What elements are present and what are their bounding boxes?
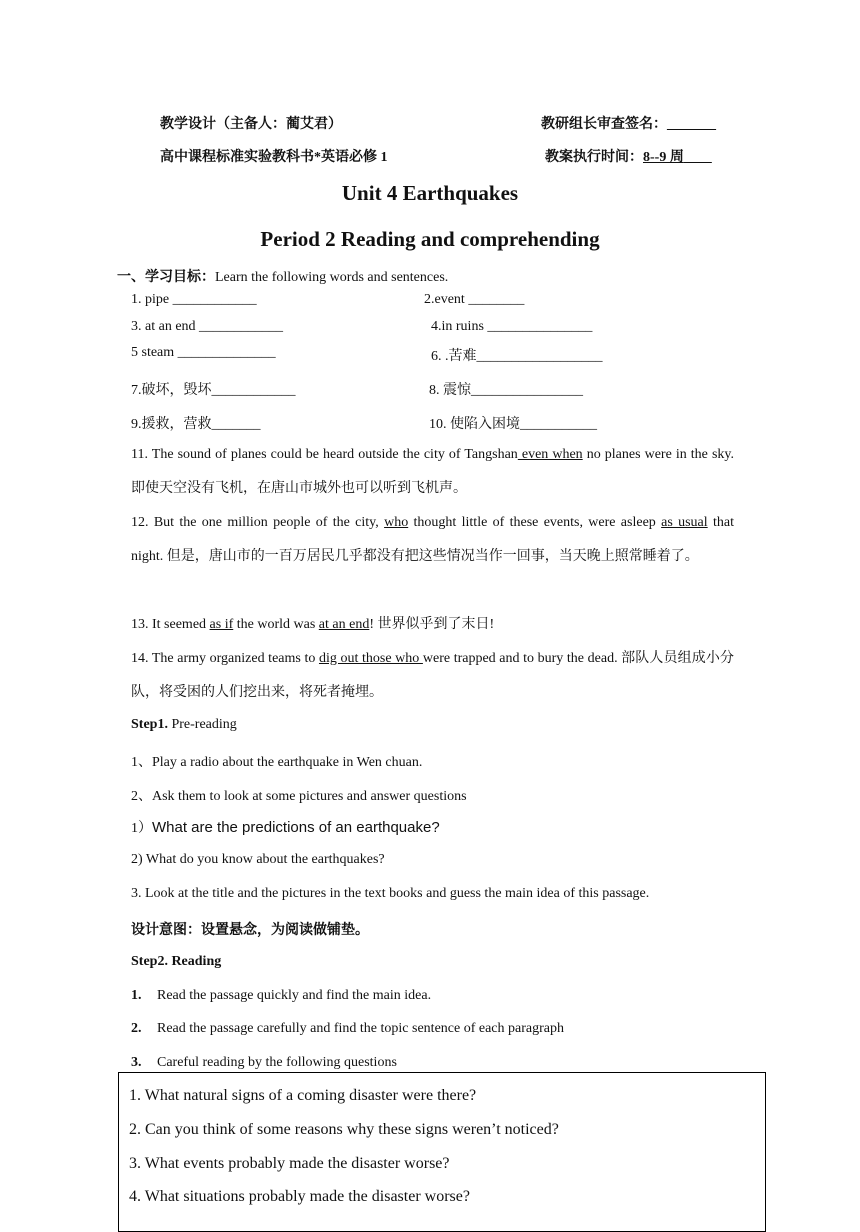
header-schedule [545, 146, 712, 166]
sentence-11: 11. The sound of planes could be heard outside the city of Tangshan even when no planes were in the sky. 即使天空没有飞机，在唐山市城外也可以听到飞机声。 [131, 447, 734, 496]
question-item: 1. What natural signs of a coming disaster were there? [129, 1087, 477, 1104]
schedule-value: 8--9 周 [643, 150, 684, 165]
vocab-item: 4.in ruins _______________ [431, 319, 593, 334]
step2-item: 2. Read the passage carefully and find the topic sentence of each paragraph [131, 1021, 564, 1036]
design-intent: 设计意图：设置悬念，为阅读做铺垫。 [131, 923, 369, 938]
step1-heading: Step1. Pre-reading [131, 717, 237, 732]
signature-label: 教研组长审查签名： [541, 117, 667, 132]
schedule-label: 教案执行时间： [545, 150, 643, 165]
question-item: 2. Can you think of some reasons why these signs weren’t noticed? [129, 1121, 559, 1138]
step1-item: 2) What do you know about the earthquakes? [131, 852, 385, 867]
sentence-14: 14. The army organized teams to dig out those who were trapped and to bury the dead. 部队人员组成小分队，将受困的人们挖出来，将死者掩埋。 [131, 651, 734, 700]
vocab-item: 6. .苦难__________________ [431, 349, 603, 364]
sentence-12: 12. But the one million people of the city, who thought little of these events, were asleep as usual that night. 但是，唐山市的一百万居民几乎都没有把这些情况当作一回事，当天晚上照常睡着了。 [131, 515, 734, 564]
vocab-item: 1. pipe ____________ [131, 292, 257, 307]
step1-item: 1、Play a radio about the earthquake in Wen chuan. [131, 755, 423, 770]
signature-blank: _______ [667, 117, 716, 132]
vocab-item: 9.援救，营救_______ [131, 417, 261, 432]
unit-title: Unit 4 Earthquakes [341, 181, 519, 205]
step1-item: 2、Ask them to look at some pictures and answer questions [131, 789, 467, 804]
vocab-item: 3. at an end ____________ [131, 319, 284, 334]
question-item: 3. What events probably made the disaster worse? [129, 1155, 450, 1172]
objectives [117, 266, 448, 286]
header-signature [541, 113, 716, 133]
vocab-item: 10. 使陷入困境___________ [429, 417, 597, 432]
sentence-13: 13. It seemed as if the world was at an end! 世界似乎到了末日! [131, 617, 495, 632]
question-item: 4. What situations probably made the disaster worse? [129, 1188, 470, 1205]
step2-item: 3. Careful reading by the following questions [131, 1055, 397, 1070]
step2-item: 1. Read the passage quickly and find the main idea. [131, 988, 432, 1003]
header-preparer: 教学设计（主备人：蔺艾君） [160, 117, 342, 132]
vocab-item: 2.event ________ [424, 292, 525, 307]
step2-heading: Step2. Reading [131, 954, 222, 969]
objectives-label: 一、学习目标： [117, 270, 215, 285]
header-textbook: 高中课程标准实验教科书*英语必修 1 [160, 150, 388, 165]
period-title: Period 2 Reading and comprehending [260, 227, 600, 251]
vocab-item: 5 steam ______________ [131, 345, 276, 360]
vocab-item: 8. 震惊________________ [429, 383, 583, 398]
vocab-item: 7.破坏，毁坏____________ [131, 383, 296, 398]
questions-box [118, 1072, 766, 1232]
step1-question: 1）What are the predictions of an earthquake? [131, 819, 440, 836]
objectives-text: Learn the following words and sentences. [215, 270, 449, 285]
step1-item: 3. Look at the title and the pictures in the text books and guess the main idea of this passage. [131, 886, 650, 901]
